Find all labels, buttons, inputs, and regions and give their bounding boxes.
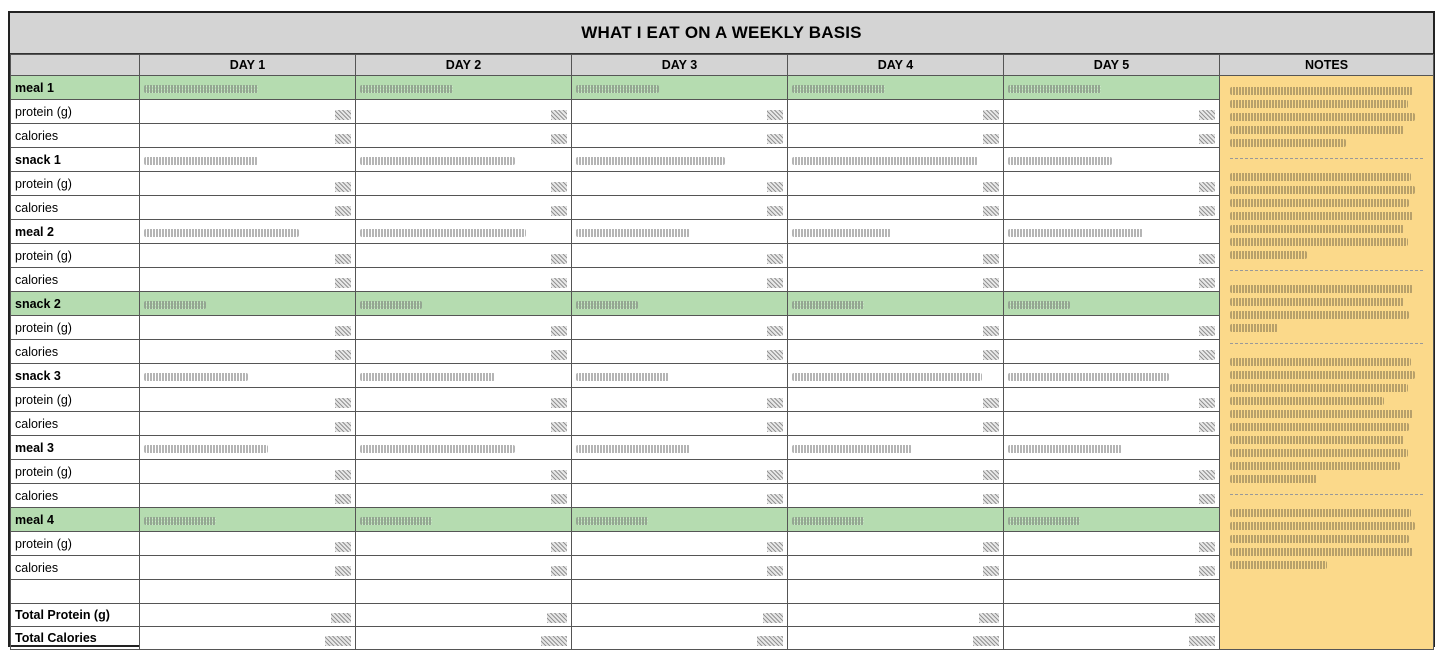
- redacted-number: [551, 542, 567, 552]
- redacted-number: [335, 566, 351, 576]
- redacted-number: [1199, 110, 1215, 120]
- redacted-number: [335, 206, 351, 216]
- table-cell[interactable]: [788, 556, 1004, 580]
- column-header-day4[interactable]: DAY 4: [788, 55, 1004, 76]
- redacted-number: [1199, 494, 1215, 504]
- table-cell[interactable]: [1004, 436, 1220, 460]
- row-label-protein[interactable]: protein (g): [11, 100, 140, 124]
- row-label-calories[interactable]: calories: [11, 268, 140, 292]
- table-cell[interactable]: [356, 292, 572, 316]
- redacted-text: [792, 373, 982, 381]
- table-cell[interactable]: [1004, 196, 1220, 220]
- table-cell[interactable]: [356, 172, 572, 196]
- table-cell[interactable]: [572, 196, 788, 220]
- redacted-number: [767, 398, 783, 408]
- redacted-text: [576, 229, 690, 237]
- redacted-number: [551, 110, 567, 120]
- table-cell[interactable]: [1004, 627, 1220, 650]
- table-row: [11, 76, 1434, 100]
- table-cell[interactable]: [140, 292, 356, 316]
- table-cell[interactable]: [11, 580, 140, 604]
- redacted-number: [335, 350, 351, 360]
- redacted-number: [541, 636, 567, 646]
- column-header-day2[interactable]: DAY 2: [356, 55, 572, 76]
- table-cell[interactable]: [572, 580, 788, 604]
- redacted-number: [983, 566, 999, 576]
- row-label-calories[interactable]: calories: [11, 412, 140, 436]
- redacted-text: [792, 157, 978, 165]
- redacted-number: [983, 254, 999, 264]
- table-cell[interactable]: [1004, 172, 1220, 196]
- table-cell[interactable]: [140, 484, 356, 508]
- redacted-text: [1008, 301, 1070, 309]
- redacted-text: [144, 229, 299, 237]
- row-label-protein[interactable]: protein (g): [11, 388, 140, 412]
- redacted-text: [1008, 229, 1143, 237]
- table-cell[interactable]: [140, 508, 356, 532]
- table-cell[interactable]: [788, 388, 1004, 412]
- table-cell[interactable]: [140, 627, 356, 650]
- redacted-number: [551, 566, 567, 576]
- redacted-text: [144, 157, 258, 165]
- row-label-snack3[interactable]: snack 3: [11, 364, 140, 388]
- redacted-number: [551, 134, 567, 144]
- redacted-number: [551, 254, 567, 264]
- redacted-number: [983, 398, 999, 408]
- redacted-number: [983, 278, 999, 288]
- table-cell[interactable]: [788, 436, 1004, 460]
- redacted-number: [767, 206, 783, 216]
- redacted-text: [792, 445, 912, 453]
- redacted-number: [1199, 422, 1215, 432]
- table-cell[interactable]: [140, 316, 356, 340]
- table-cell[interactable]: [572, 532, 788, 556]
- redacted-number: [335, 134, 351, 144]
- row-label-protein[interactable]: protein (g): [11, 532, 140, 556]
- table-cell[interactable]: [572, 627, 788, 650]
- table-cell[interactable]: [356, 316, 572, 340]
- table-cell[interactable]: [1004, 148, 1220, 172]
- column-header-day1[interactable]: DAY 1: [140, 55, 356, 76]
- redacted-text: [792, 85, 885, 93]
- row-label-meal1[interactable]: meal 1: [11, 76, 140, 100]
- redacted-number: [767, 350, 783, 360]
- redacted-text: [360, 301, 422, 309]
- table-cell[interactable]: [1004, 268, 1220, 292]
- redacted-number: [335, 542, 351, 552]
- row-label-snack2[interactable]: snack 2: [11, 292, 140, 316]
- redacted-text: [576, 85, 659, 93]
- redacted-number: [325, 636, 351, 646]
- table-cell[interactable]: [572, 220, 788, 244]
- table-cell[interactable]: [140, 244, 356, 268]
- redacted-number: [551, 278, 567, 288]
- redacted-number: [551, 494, 567, 504]
- redacted-number: [983, 422, 999, 432]
- corner-cell: [11, 55, 140, 76]
- redacted-text: [144, 445, 268, 453]
- redacted-text: [1008, 373, 1169, 381]
- table-cell[interactable]: [140, 148, 356, 172]
- redacted-number: [551, 206, 567, 216]
- table-cell[interactable]: [140, 556, 356, 580]
- table-cell[interactable]: [356, 412, 572, 436]
- redacted-number: [983, 542, 999, 552]
- table-cell[interactable]: [140, 340, 356, 364]
- table-cell[interactable]: [572, 604, 788, 627]
- table-cell[interactable]: [572, 316, 788, 340]
- column-header-day3[interactable]: DAY 3: [572, 55, 788, 76]
- table-cell[interactable]: [572, 124, 788, 148]
- redacted-number: [335, 470, 351, 480]
- table-cell[interactable]: [356, 556, 572, 580]
- table-cell[interactable]: [788, 148, 1004, 172]
- redacted-number: [983, 182, 999, 192]
- redacted-text: [576, 301, 638, 309]
- table-cell[interactable]: [788, 508, 1004, 532]
- redacted-number: [983, 326, 999, 336]
- redacted-text: [1008, 517, 1080, 525]
- table-cell[interactable]: [356, 76, 572, 100]
- table-cell[interactable]: [356, 268, 572, 292]
- redacted-number: [1195, 613, 1215, 623]
- row-label-calories[interactable]: calories: [11, 124, 140, 148]
- redacted-number: [763, 613, 783, 623]
- redacted-number: [767, 182, 783, 192]
- table-cell[interactable]: [572, 364, 788, 388]
- spreadsheet: [8, 11, 1435, 647]
- table-cell[interactable]: [1004, 532, 1220, 556]
- table-cell[interactable]: [356, 244, 572, 268]
- column-header-day5[interactable]: DAY 5: [1004, 55, 1220, 76]
- row-label-protein[interactable]: protein (g): [11, 316, 140, 340]
- redacted-number: [551, 398, 567, 408]
- note-item: [1230, 87, 1423, 159]
- redacted-number: [767, 134, 783, 144]
- table-cell[interactable]: [140, 388, 356, 412]
- table-cell[interactable]: [356, 484, 572, 508]
- row-label-total-protein[interactable]: Total Protein (g): [11, 604, 140, 627]
- row-label-calories[interactable]: calories: [11, 340, 140, 364]
- redacted-text: [1008, 157, 1112, 165]
- table-cell[interactable]: [1004, 604, 1220, 627]
- redacted-number: [335, 110, 351, 120]
- table-cell[interactable]: [356, 604, 572, 627]
- table-cell[interactable]: [788, 484, 1004, 508]
- table-cell[interactable]: [356, 508, 572, 532]
- header-row: [11, 55, 1434, 76]
- redacted-number: [767, 470, 783, 480]
- redacted-text: [792, 301, 864, 309]
- redacted-number: [1199, 278, 1215, 288]
- note-item: [1230, 173, 1423, 271]
- redacted-number: [551, 326, 567, 336]
- redacted-number: [1199, 254, 1215, 264]
- redacted-number: [983, 110, 999, 120]
- table-cell[interactable]: [356, 580, 572, 604]
- table-cell[interactable]: [1004, 292, 1220, 316]
- table-cell[interactable]: [572, 460, 788, 484]
- table-cell[interactable]: [1004, 316, 1220, 340]
- table-cell[interactable]: [140, 364, 356, 388]
- redacted-text: [360, 157, 515, 165]
- table-cell[interactable]: [1004, 124, 1220, 148]
- redacted-number: [335, 494, 351, 504]
- redacted-number: [767, 422, 783, 432]
- table-cell[interactable]: [572, 508, 788, 532]
- table-cell[interactable]: [1004, 244, 1220, 268]
- row-label-meal2[interactable]: meal 2: [11, 220, 140, 244]
- table-cell[interactable]: [788, 76, 1004, 100]
- redacted-number: [335, 422, 351, 432]
- table-cell[interactable]: [140, 76, 356, 100]
- table-cell[interactable]: [788, 460, 1004, 484]
- table-cell[interactable]: [572, 388, 788, 412]
- table-cell[interactable]: [1004, 220, 1220, 244]
- notes-panel[interactable]: [1220, 76, 1434, 650]
- table-cell[interactable]: [572, 484, 788, 508]
- redacted-number: [973, 636, 999, 646]
- redacted-text: [792, 229, 891, 237]
- sheet-title: WHAT I EAT ON A WEEKLY BASIS: [10, 13, 1433, 54]
- table-cell[interactable]: [572, 76, 788, 100]
- table-cell[interactable]: [356, 148, 572, 172]
- table-cell[interactable]: [788, 580, 1004, 604]
- redacted-number: [551, 422, 567, 432]
- redacted-text: [576, 517, 648, 525]
- table-cell[interactable]: [140, 220, 356, 244]
- table-cell[interactable]: [356, 196, 572, 220]
- table-cell[interactable]: [1004, 340, 1220, 364]
- table-cell[interactable]: [572, 244, 788, 268]
- redacted-text: [360, 445, 515, 453]
- table-cell[interactable]: [1004, 76, 1220, 100]
- table-cell[interactable]: [140, 268, 356, 292]
- redacted-number: [1199, 398, 1215, 408]
- row-label-protein[interactable]: protein (g): [11, 244, 140, 268]
- redacted-number: [335, 254, 351, 264]
- table-cell[interactable]: [788, 627, 1004, 650]
- row-label-calories[interactable]: calories: [11, 484, 140, 508]
- redacted-number: [1199, 542, 1215, 552]
- redacted-number: [983, 206, 999, 216]
- redacted-number: [1199, 350, 1215, 360]
- table-cell[interactable]: [1004, 580, 1220, 604]
- note-item: [1230, 285, 1423, 344]
- redacted-number: [767, 494, 783, 504]
- redacted-number: [979, 613, 999, 623]
- redacted-number: [983, 470, 999, 480]
- table-cell[interactable]: [788, 124, 1004, 148]
- table-cell[interactable]: [572, 436, 788, 460]
- redacted-text: [360, 373, 495, 381]
- note-item: [1230, 509, 1423, 580]
- redacted-number: [1189, 636, 1215, 646]
- table-cell[interactable]: [788, 100, 1004, 124]
- redacted-number: [1199, 182, 1215, 192]
- redacted-text: [144, 85, 258, 93]
- row-label-meal3[interactable]: meal 3: [11, 436, 140, 460]
- table-cell[interactable]: [356, 340, 572, 364]
- table-cell[interactable]: [140, 196, 356, 220]
- table-cell[interactable]: [788, 196, 1004, 220]
- redacted-number: [335, 278, 351, 288]
- meal-table: [10, 54, 1434, 650]
- column-header-notes[interactable]: NOTES: [1220, 55, 1434, 76]
- table-cell[interactable]: [788, 220, 1004, 244]
- table-cell[interactable]: [788, 268, 1004, 292]
- table-cell[interactable]: [572, 412, 788, 436]
- table-cell[interactable]: [1004, 364, 1220, 388]
- row-label-meal4[interactable]: meal 4: [11, 508, 140, 532]
- redacted-number: [757, 636, 783, 646]
- redacted-number: [335, 326, 351, 336]
- redacted-number: [767, 278, 783, 288]
- table-cell[interactable]: [140, 604, 356, 627]
- table-cell[interactable]: [140, 460, 356, 484]
- table-cell[interactable]: [356, 460, 572, 484]
- redacted-number: [331, 613, 351, 623]
- redacted-number: [1199, 326, 1215, 336]
- table-cell[interactable]: [1004, 388, 1220, 412]
- table-cell[interactable]: [572, 556, 788, 580]
- table-cell[interactable]: [356, 388, 572, 412]
- table-cell[interactable]: [356, 532, 572, 556]
- table-cell[interactable]: [140, 412, 356, 436]
- row-label-calories[interactable]: calories: [11, 196, 140, 220]
- table-cell[interactable]: [356, 220, 572, 244]
- redacted-number: [335, 398, 351, 408]
- row-label-protein[interactable]: protein (g): [11, 172, 140, 196]
- table-cell[interactable]: [788, 412, 1004, 436]
- redacted-number: [767, 110, 783, 120]
- table-cell[interactable]: [356, 124, 572, 148]
- redacted-text: [576, 373, 669, 381]
- table-cell[interactable]: [788, 292, 1004, 316]
- redacted-text: [1008, 445, 1122, 453]
- redacted-number: [1199, 134, 1215, 144]
- redacted-text: [144, 373, 248, 381]
- redacted-number: [983, 494, 999, 504]
- note-item: [1230, 358, 1423, 495]
- table-cell[interactable]: [572, 148, 788, 172]
- redacted-number: [1199, 566, 1215, 576]
- redacted-number: [335, 182, 351, 192]
- redacted-number: [1199, 206, 1215, 216]
- table-cell[interactable]: [140, 100, 356, 124]
- redacted-number: [551, 182, 567, 192]
- redacted-number: [551, 350, 567, 360]
- table-cell[interactable]: [788, 532, 1004, 556]
- table-cell[interactable]: [356, 364, 572, 388]
- table-cell[interactable]: [1004, 412, 1220, 436]
- redacted-text: [576, 157, 725, 165]
- redacted-number: [983, 134, 999, 144]
- table-cell[interactable]: [572, 172, 788, 196]
- redacted-number: [767, 542, 783, 552]
- redacted-number: [551, 470, 567, 480]
- table-cell[interactable]: [788, 364, 1004, 388]
- table-cell[interactable]: [788, 316, 1004, 340]
- table-cell[interactable]: [356, 436, 572, 460]
- table-cell[interactable]: [140, 436, 356, 460]
- redacted-text: [792, 517, 864, 525]
- table-cell[interactable]: [356, 100, 572, 124]
- table-cell[interactable]: [788, 244, 1004, 268]
- redacted-text: [1008, 85, 1101, 93]
- table-cell[interactable]: [1004, 508, 1220, 532]
- redacted-text: [576, 445, 690, 453]
- table-cell[interactable]: [572, 292, 788, 316]
- redacted-number: [1199, 470, 1215, 480]
- table-cell[interactable]: [1004, 100, 1220, 124]
- redacted-number: [767, 254, 783, 264]
- table-cell[interactable]: [1004, 460, 1220, 484]
- row-label-total-calories[interactable]: Total Calories: [11, 627, 140, 650]
- redacted-number: [983, 350, 999, 360]
- redacted-text: [360, 517, 432, 525]
- redacted-number: [767, 566, 783, 576]
- row-label-protein[interactable]: protein (g): [11, 460, 140, 484]
- table-cell[interactable]: [140, 532, 356, 556]
- table-cell[interactable]: [572, 268, 788, 292]
- row-label-snack1[interactable]: snack 1: [11, 148, 140, 172]
- redacted-text: [360, 229, 526, 237]
- table-cell[interactable]: [788, 340, 1004, 364]
- row-label-calories[interactable]: calories: [11, 556, 140, 580]
- table-cell[interactable]: [140, 172, 356, 196]
- table-cell[interactable]: [572, 340, 788, 364]
- table-cell[interactable]: [788, 604, 1004, 627]
- redacted-text: [144, 301, 206, 309]
- redacted-text: [360, 85, 453, 93]
- redacted-number: [547, 613, 567, 623]
- table-cell[interactable]: [572, 100, 788, 124]
- table-cell[interactable]: [356, 627, 572, 650]
- table-cell[interactable]: [140, 124, 356, 148]
- redacted-text: [144, 517, 216, 525]
- table-cell[interactable]: [788, 172, 1004, 196]
- redacted-number: [767, 326, 783, 336]
- table-cell[interactable]: [1004, 484, 1220, 508]
- table-cell[interactable]: [140, 580, 356, 604]
- table-cell[interactable]: [1004, 556, 1220, 580]
